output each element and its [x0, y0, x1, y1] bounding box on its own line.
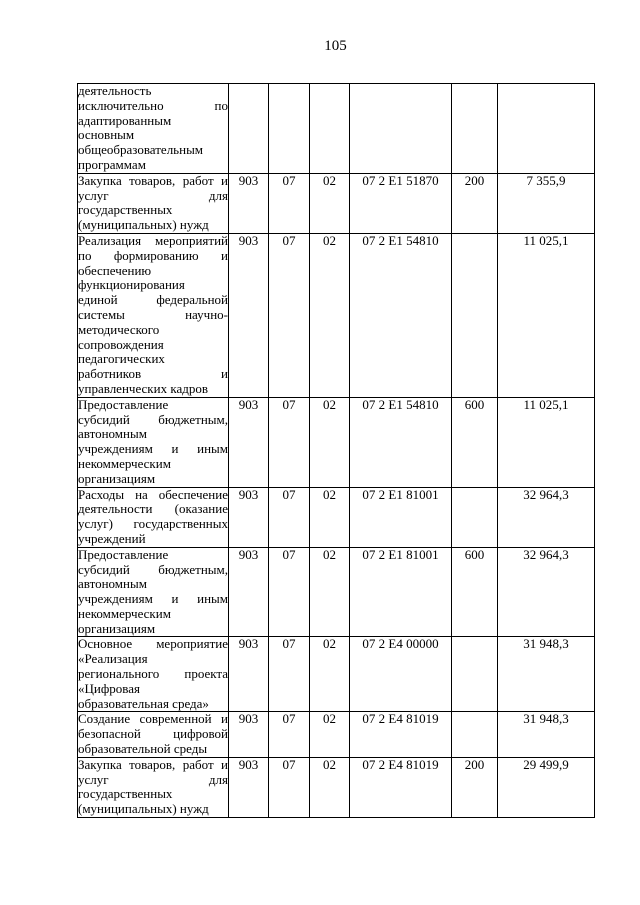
expense-name-line: организациям	[78, 470, 156, 486]
expense-name-line: исключительно по	[78, 97, 228, 113]
dept-code-cell	[229, 84, 269, 174]
expense-name-cell	[78, 397, 229, 487]
expense-name-line: образовательная среда»	[78, 695, 209, 711]
expense-name-line: образовательной среды	[78, 741, 208, 757]
subsection-cell: 02	[310, 757, 350, 817]
expense-name-line: субсидий бюджетным,	[78, 411, 228, 427]
expense-name-line: Закупка товаров, работ и	[78, 756, 228, 772]
page-number: 105	[324, 38, 347, 54]
expense-name-line: некоммерческим	[78, 605, 171, 621]
expense-name-line: Предоставление	[78, 546, 169, 562]
expense-name-line: автономным	[78, 576, 147, 592]
budget-table	[77, 83, 595, 818]
expense-name-line: Основное мероприятие	[78, 636, 228, 652]
subsection-cell: 02	[310, 487, 350, 547]
expense-name-line: учреждениям и иным	[78, 441, 228, 457]
section-cell: 07	[269, 757, 310, 817]
expense-name-line: сопровождения	[78, 336, 164, 352]
amount-cell: 11 025,1	[498, 233, 595, 397]
target-article-cell: 07 2 E4 81019	[350, 712, 452, 757]
expense-name-cell	[78, 547, 229, 637]
expense-name-line: системы научно-	[78, 306, 228, 322]
expense-type-cell: 200	[452, 173, 498, 233]
subsection-cell	[310, 84, 350, 174]
subsection-cell: 02	[310, 173, 350, 233]
expense-name-line: (муниципальных) нужд	[78, 801, 209, 817]
expense-type-cell	[452, 487, 498, 547]
expense-name-line: учреждениям и иным	[78, 591, 228, 607]
section-cell: 07	[269, 233, 310, 397]
amount-cell	[498, 84, 595, 174]
target-article-cell: 07 2 E1 81001	[350, 487, 452, 547]
expense-name-line: учреждений	[78, 530, 146, 546]
expense-name-line: государственных	[78, 202, 173, 218]
dept-code-cell: 903	[229, 547, 269, 637]
expense-name-line: адаптированным	[78, 112, 172, 128]
expense-name-line: услуг для	[78, 771, 228, 787]
target-article-cell: 07 2 E1 54810	[350, 233, 452, 397]
section-cell: 07	[269, 397, 310, 487]
amount-cell: 11 025,1	[498, 397, 595, 487]
subsection-cell: 02	[310, 637, 350, 712]
target-article-cell	[350, 84, 452, 174]
expense-name-cell	[78, 757, 229, 817]
section-cell	[269, 84, 310, 174]
subsection-cell: 02	[310, 712, 350, 757]
expense-type-cell	[452, 637, 498, 712]
section-cell: 07	[269, 487, 310, 547]
expense-name-line: основным	[78, 127, 135, 143]
section-cell: 07	[269, 173, 310, 233]
expense-name-line: Создание современной и	[78, 711, 228, 727]
table-row	[78, 487, 595, 547]
section-cell: 07	[269, 637, 310, 712]
expense-name-line: организациям	[78, 620, 156, 636]
target-article-cell: 07 2 E1 51870	[350, 173, 452, 233]
expense-name-line: (муниципальных) нужд	[78, 217, 209, 233]
amount-cell: 7 355,9	[498, 173, 595, 233]
amount-cell: 32 964,3	[498, 487, 595, 547]
dept-code-cell: 903	[229, 487, 269, 547]
amount-cell: 31 948,3	[498, 637, 595, 712]
expense-name-line: управленческих кадров	[78, 380, 208, 396]
table-row	[78, 233, 595, 397]
target-article-cell: 07 2 E4 81019	[350, 757, 452, 817]
expense-name-line: общеобразовательным	[78, 142, 204, 158]
expense-name-cell	[78, 637, 229, 712]
expense-name-line: «Реализация	[78, 651, 148, 667]
expense-name-cell	[78, 233, 229, 397]
expense-name-line: субсидий бюджетным,	[78, 561, 228, 577]
dept-code-cell: 903	[229, 397, 269, 487]
expense-name-cell	[78, 487, 229, 547]
expense-name-line: функционирования	[78, 277, 185, 293]
expense-name-line: Реализация мероприятий	[78, 232, 228, 248]
expense-type-cell	[452, 712, 498, 757]
subsection-cell: 02	[310, 397, 350, 487]
target-article-cell: 07 2 E1 54810	[350, 397, 452, 487]
dept-code-cell: 903	[229, 173, 269, 233]
expense-name-line: государственных	[78, 786, 173, 802]
table-row	[78, 757, 595, 817]
expense-name-line: педагогических	[78, 351, 165, 367]
expense-name-line: деятельности (оказание	[78, 501, 228, 517]
expense-name-line: методического	[78, 321, 160, 337]
dept-code-cell: 903	[229, 637, 269, 712]
dept-code-cell: 903	[229, 712, 269, 757]
section-cell: 07	[269, 547, 310, 637]
expense-name-line: «Цифровая	[78, 680, 140, 696]
expense-name-line: работников и	[78, 366, 228, 382]
expense-type-cell: 600	[452, 547, 498, 637]
expense-name-line: Предоставление	[78, 396, 169, 412]
amount-cell: 32 964,3	[498, 547, 595, 637]
table-row	[78, 397, 595, 487]
table-row	[78, 84, 595, 174]
amount-cell: 31 948,3	[498, 712, 595, 757]
expense-name-line: Закупка товаров, работ и	[78, 172, 228, 188]
expense-name-line: автономным	[78, 426, 147, 442]
expense-name-line: безопасной цифровой	[78, 726, 228, 742]
expense-name-cell	[78, 173, 229, 233]
expense-name-line: услуг) государственных	[78, 516, 228, 532]
expense-type-cell: 200	[452, 757, 498, 817]
table-row	[78, 547, 595, 637]
dept-code-cell: 903	[229, 757, 269, 817]
target-article-cell: 07 2 E1 81001	[350, 547, 452, 637]
expense-name-line: деятельность	[78, 83, 152, 98]
amount-cell: 29 499,9	[498, 757, 595, 817]
expense-name-line: регионального проекта	[78, 666, 228, 682]
expense-name-cell	[78, 712, 229, 757]
section-cell: 07	[269, 712, 310, 757]
expense-type-cell: 600	[452, 397, 498, 487]
expense-name-cell	[78, 84, 229, 174]
subsection-cell: 02	[310, 233, 350, 397]
expense-type-cell	[452, 233, 498, 397]
table-row	[78, 173, 595, 233]
expense-name-line: услуг для	[78, 187, 228, 203]
target-article-cell: 07 2 E4 00000	[350, 637, 452, 712]
dept-code-cell: 903	[229, 233, 269, 397]
expense-name-line: единой федеральной	[78, 292, 228, 308]
table-row	[78, 712, 595, 757]
table-row	[78, 637, 595, 712]
expense-name-line: Расходы на обеспечение	[78, 486, 228, 502]
subsection-cell: 02	[310, 547, 350, 637]
expense-name-line: обеспечению	[78, 262, 152, 278]
expense-type-cell	[452, 84, 498, 174]
expense-name-line: программам	[78, 156, 146, 172]
budget-table-body	[78, 84, 595, 818]
expense-name-line: некоммерческим	[78, 455, 171, 471]
expense-name-line: по формированию и	[78, 247, 228, 263]
